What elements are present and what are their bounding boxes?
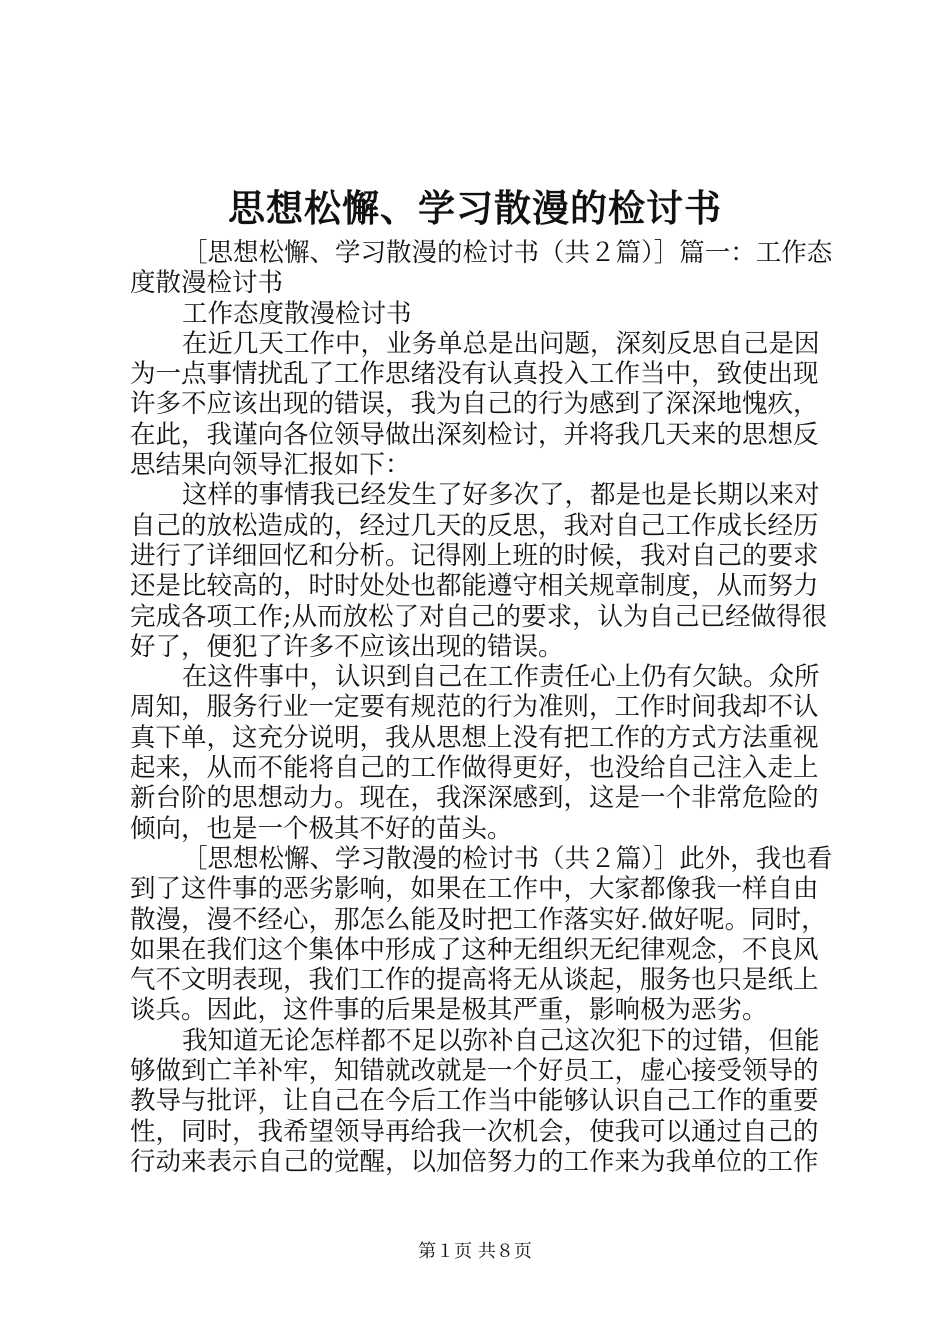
body-line: 工作态度散漫检讨书 — [182, 298, 412, 329]
body-line: 我知道无论怎样都不足以弥补自己这次犯下的过错，但能 — [182, 1025, 820, 1056]
body-line: 自己的放松造成的，经过几天的反思，我对自己工作成长经历 — [130, 510, 819, 541]
body-line: 思结果向领导汇报如下： — [130, 450, 411, 481]
body-line: 好了，便犯了许多不应该出现的错误。 — [130, 631, 564, 662]
body-line: 在近几天工作中，业务单总是出问题，深刻反思自己是因 — [182, 328, 820, 359]
body-line: 完成各项工作;从而放松了对自己的要求，认为自己已经做得很 — [130, 601, 828, 632]
body-line: 如果在我们这个集体中形成了这种无组织无纪律观念，不良风 — [130, 934, 819, 965]
body-line: 这样的事情我已经发生了好多次了，都是也是长期以来对 — [182, 480, 820, 511]
body-line: 许多不应该出现的错误，我为自己的行为感到了深深地愧疚， — [130, 389, 819, 420]
document-body — [130, 238, 834, 1177]
body-line: 到了这件事的恶劣影响，如果在工作中，大家都像我一样自由 — [130, 874, 819, 905]
body-line: 周知，服务行业一定要有规范的行为准则，工作时间我却不认 — [130, 692, 819, 723]
body-line: 倾向，也是一个极其不好的苗头。 — [130, 813, 513, 844]
body-line: 散漫，漫不经心，那怎么能及时把工作落实好.做好呢。同时， — [130, 904, 827, 935]
body-line: 度散漫检讨书 — [130, 268, 284, 299]
body-line: 新台阶的思想动力。现在，我深深感到，这是一个非常危险的 — [130, 783, 819, 814]
body-line: 性，同时，我希望领导再给我一次机会，使我可以通过自己的 — [130, 1116, 819, 1147]
body-line: 真下单，这充分说明，我从思想上没有把工作的方式方法重视 — [130, 722, 819, 753]
body-line: 教导与批评，让自己在今后工作当中能够认识自己工作的重要 — [130, 1086, 819, 1117]
body-line: ［思想松懈、学习散漫的检讨书（共２篇）］篇一：工作态 — [182, 238, 833, 268]
body-line: ［思想松懈、学习散漫的检讨书（共２篇）］此外，我也看 — [182, 843, 833, 874]
body-line: 进行了详细回忆和分析。记得刚上班的时候，我对自己的要求 — [130, 540, 819, 571]
body-line: 在这件事中，认识到自己在工作责任心上仍有欠缺。众所 — [182, 662, 820, 693]
body-line: 够做到亡羊补牢，知错就改就是一个好员工，虚心接受领导的 — [130, 1056, 819, 1087]
body-line: 在此，我谨向各位领导做出深刻检讨，并将我几天来的思想反 — [130, 419, 819, 450]
body-line: 谈兵。因此，这件事的后果是极其严重，影响极为恶劣。 — [130, 995, 768, 1026]
body-line: 为一点事情扰乱了工作思绪没有认真投入工作当中，致使出现 — [130, 359, 819, 390]
page-number-footer: 第１页 共８页 — [418, 1241, 532, 1262]
document-title: 思想松懈、学习散漫的检讨书 — [228, 186, 722, 230]
body-line: 气不文明表现，我们工作的提高将无从谈起，服务也只是纸上 — [130, 965, 819, 996]
body-line: 起来，从而不能将自己的工作做得更好，也没给自己注入走上 — [130, 753, 819, 784]
body-line: 行动来表示自己的觉醒，以加倍努力的工作来为我单位的工作 — [130, 1146, 819, 1177]
body-line: 还是比较高的，时时处处也都能遵守相关规章制度，从而努力 — [130, 571, 819, 602]
